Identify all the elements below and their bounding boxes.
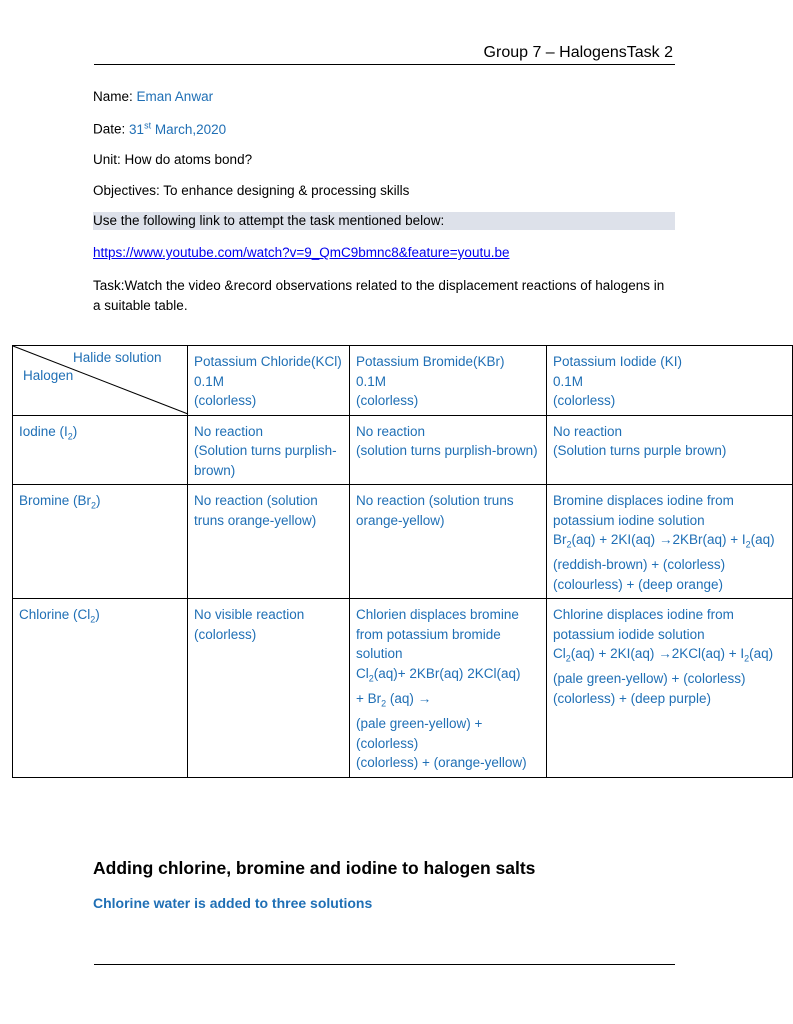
- eq-sub: 2: [745, 539, 751, 550]
- table-row-bromine: [13, 485, 793, 599]
- chlorine-close: ): [95, 607, 100, 623]
- chlorine-ki-equation: [553, 644, 786, 669]
- name-value: Eman Anwar: [136, 89, 214, 104]
- chlorine-sub: 2: [90, 614, 96, 625]
- objectives-line: Objectives: To enhance designing & processing skills: [93, 183, 410, 198]
- section-heading: Adding chlorine, bromine and iodine to halogen salts: [93, 858, 536, 878]
- name-label: Name:: [93, 89, 133, 104]
- iodine-ki: [547, 415, 793, 485]
- chlorine-kbr-equation-2: [356, 689, 540, 714]
- eq-part: (aq): [386, 690, 414, 706]
- header-kcl-name: Potassium Chloride(KCl): [194, 354, 342, 369]
- table-row-iodine: [13, 415, 793, 485]
- eq-sub: 2: [565, 653, 571, 664]
- eq-part: (aq) + 2KI(aq): [571, 532, 656, 547]
- date-suffix: st: [144, 120, 152, 130]
- header-ki-name: Potassium Iodide (KI): [553, 354, 683, 369]
- chlorine-ki-title: Chlorine displaces iodine from potassium iodide solution: [553, 607, 734, 642]
- task-text: Task:Watch the video &record observations related to the displacement reactions of halogens in a suitable table.: [93, 278, 665, 313]
- unit-line: Unit: How do atoms bond?: [93, 152, 253, 167]
- header-kbr: [350, 346, 547, 416]
- chlorine-kbr-title: Chlorien displaces bromine from potassium bromide solution: [356, 607, 519, 662]
- chlorine-kcl: [188, 599, 350, 777]
- chlorine-kbr-colors-1: (pale green-yellow) + (colorless): [356, 716, 483, 751]
- eq-sub: 2: [744, 653, 750, 664]
- iodine-sub: 2: [67, 431, 73, 442]
- date-day: 31: [129, 121, 145, 137]
- video-link-line: [93, 245, 509, 260]
- bromine-kcl: No reaction (solution truns orange-yellow): [188, 485, 350, 599]
- arrow-icon: →: [658, 646, 672, 662]
- date-value: [129, 122, 226, 137]
- eq-part: (aq)+ 2KBr(aq): [373, 665, 464, 681]
- eq-part: Cl: [553, 646, 566, 662]
- bromine-ki-colors-2: (colourless) + (deep orange): [553, 576, 723, 592]
- eq-part: Cl: [356, 665, 369, 681]
- iodine-kbr-obs: (solution turns purplish-brown): [356, 443, 538, 458]
- eq-part: 2KCl(aq) + I: [671, 646, 745, 662]
- chlorine-kcl-result: No visible reaction: [194, 607, 305, 623]
- bromine-ki-colors-1: (reddish-brown) + (colorless): [553, 557, 726, 573]
- bromine-kbr: No reaction (solution truns orange-yellow): [350, 485, 547, 599]
- footer-rule: [94, 964, 675, 965]
- eq-part: (aq) + 2KI(aq): [570, 646, 655, 662]
- row-label-iodine: [13, 415, 188, 485]
- bromine-label: Bromine (Br: [19, 493, 92, 508]
- chlorine-kcl-obs: (colorless): [194, 626, 257, 642]
- bromine-ki-equation: [553, 530, 786, 555]
- chlorine-kbr-equation: [356, 664, 540, 689]
- video-link[interactable]: https://www.youtube.com/watch?v=9_QmC9bmnc8&feature=youtu.be: [93, 245, 510, 260]
- header-kcl-conc: 0.1M: [194, 373, 225, 389]
- date-rest: March,2020: [151, 121, 227, 137]
- table-row-chlorine: [13, 599, 793, 777]
- chlorine-label: Chlorine (Cl: [19, 607, 91, 623]
- chlorine-ki: [547, 599, 793, 777]
- header-ki-conc: 0.1M: [553, 373, 584, 389]
- header-kbr-color: (colorless): [356, 393, 419, 408]
- eq-sub: 2: [368, 673, 374, 684]
- header-title: Group 7 – HalogensTask 2: [483, 44, 673, 61]
- iodine-ki-result: No reaction: [553, 423, 623, 439]
- link-intro: Use the following link to attempt the task mentioned below:: [93, 213, 445, 228]
- arrow-icon: →: [417, 690, 432, 706]
- name-line: [93, 89, 213, 104]
- header-kbr-name: Potassium Bromide(KBr): [356, 354, 505, 369]
- eq-part: (aq): [749, 646, 774, 662]
- iodine-kcl-result: No reaction: [194, 423, 264, 439]
- bromine-close: ): [96, 493, 101, 508]
- date-label: Date:: [93, 121, 126, 137]
- bromine-ki: [547, 485, 793, 599]
- row-label-chlorine: [13, 599, 188, 777]
- chlorine-kbr-colors-2: (colorless) + (orange-yellow): [356, 755, 527, 771]
- page-header: [94, 42, 675, 65]
- chlorine-kbr: [350, 599, 547, 777]
- bromine-ki-title: Bromine displaces iodine from potassium iodine solution: [553, 493, 734, 528]
- corner-cell: [13, 346, 188, 416]
- header-kcl: [188, 346, 350, 416]
- iodine-kcl: [188, 415, 350, 485]
- eq-part: (aq): [750, 532, 775, 547]
- eq-part: 2KBr(aq) + I: [672, 532, 746, 547]
- arrow-icon: →: [658, 532, 673, 547]
- iodine-label: Iodine (I: [19, 423, 68, 439]
- bromine-sub: 2: [91, 500, 97, 511]
- iodine-kbr: [350, 415, 547, 485]
- iodine-close: ): [72, 423, 78, 439]
- header-kbr-conc: 0.1M: [356, 373, 387, 389]
- date-line: [93, 120, 226, 137]
- section-subheading: Chlorine water is added to three solutions: [93, 895, 373, 911]
- eq-part: Br: [553, 532, 567, 547]
- corner-halide-label: Halide solution: [73, 350, 162, 365]
- eq-sub: 2: [381, 698, 387, 709]
- corner-halogen-label: Halogen: [23, 368, 74, 383]
- iodine-kbr-result: No reaction: [356, 423, 426, 439]
- chlorine-ki-colors-2: (colorless) + (deep purple): [553, 690, 711, 706]
- observations-table: [12, 345, 793, 778]
- header-kcl-color: (colorless): [194, 393, 257, 408]
- iodine-ki-obs: (Solution turns purple brown): [553, 443, 727, 458]
- iodine-kcl-obs: (Solution turns purplish-brown): [194, 443, 337, 478]
- eq-sub: 2: [566, 539, 572, 550]
- header-ki-color: (colorless): [553, 393, 616, 408]
- table-header-row: [13, 346, 793, 416]
- eq-part: + Br: [356, 690, 382, 706]
- header-ki: [547, 346, 793, 416]
- eq-part: 2KCl(aq): [467, 665, 521, 681]
- chlorine-ki-colors-1: (pale green-yellow) + (colorless): [553, 671, 746, 687]
- row-label-bromine: [13, 485, 188, 599]
